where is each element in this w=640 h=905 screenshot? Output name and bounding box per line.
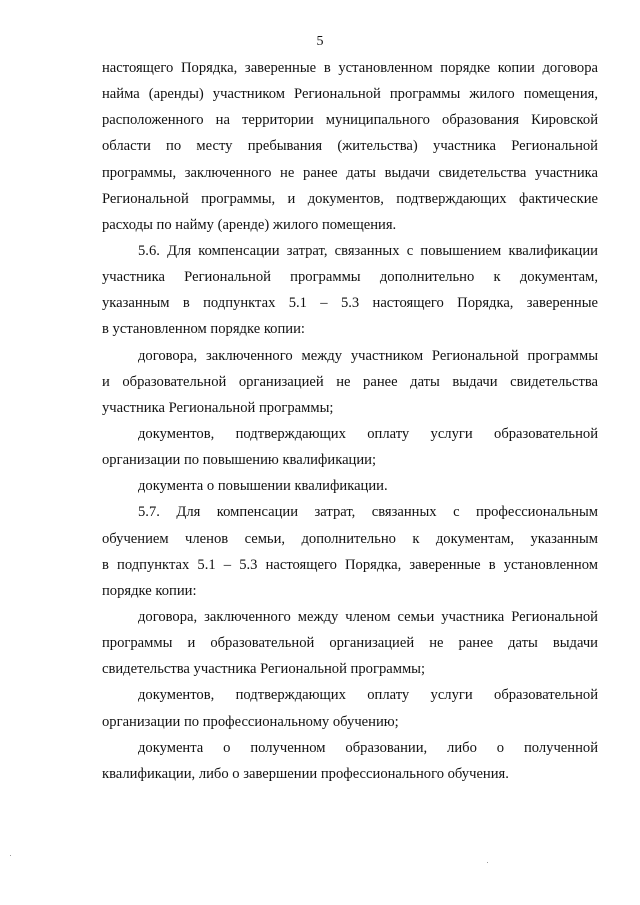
paragraph-item-5-7 xyxy=(102,499,598,604)
text-line: 5.7. Для компенсации затрат, связанных с профессиональным xyxy=(138,504,598,521)
paragraph-item-5-6-a xyxy=(102,343,598,421)
text-line: документа о полученном образовании, либо о полученной xyxy=(138,739,598,756)
paragraph-item-5-6-b xyxy=(102,421,598,473)
text-line: области по месту пребывания (жительства) участника Региональной xyxy=(102,138,598,155)
text-line: порядке копии: xyxy=(102,582,197,599)
text-line: и образовательной организацией не ранее даты выдачи свидетельства xyxy=(102,373,598,390)
text-line: договора, заключенного между членом семьи участника Региональной xyxy=(138,608,598,625)
text-line: расположенного на территории муниципального образования Кировской xyxy=(102,112,598,129)
text-line: обучением членов семьи, дополнительно к документам, указанным xyxy=(102,530,598,547)
text-line: программы, заключенного не ранее даты выдачи свидетельства участника xyxy=(102,164,598,181)
paragraph-item-5-7-c xyxy=(102,735,598,787)
document-body xyxy=(102,55,598,787)
paragraph-item-5-7-a xyxy=(102,604,598,682)
text-line: организации по повышению квалификации; xyxy=(102,452,377,469)
text-line: свидетельства участника Региональной программы; xyxy=(102,661,426,678)
text-line: найма (аренды) участником Региональной программы жилого помещения, xyxy=(102,86,598,103)
text-line: участника Региональной программы дополнительно к документам, xyxy=(102,269,598,286)
text-line: документов, подтверждающих оплату услуги образовательной xyxy=(138,425,598,442)
paragraph-item-5-7-b xyxy=(102,682,598,734)
text-line: 5.6. Для компенсации затрат, связанных с повышением квалификации xyxy=(138,242,598,259)
text-line: в установленном порядке копии: xyxy=(102,321,305,338)
paragraph-item-5-6-c xyxy=(102,473,598,499)
text-line: в подпунктах 5.1 – 5.3 настоящего Порядка, заверенные в установленном xyxy=(102,556,598,573)
text-line: программы и образовательной организацией не ранее даты выдачи xyxy=(102,635,598,652)
scan-speck xyxy=(487,862,488,863)
text-line: участника Региональной программы; xyxy=(102,399,334,416)
text-line: настоящего Порядка, заверенные в установленном порядке копии договора xyxy=(102,60,598,76)
page-number: 5 xyxy=(316,34,324,49)
text-line: договора, заключенного между участником Региональной программы xyxy=(138,347,598,364)
text-line: организации по профессиональному обучению; xyxy=(102,713,399,730)
text-line: квалификации, либо о завершении профессионального обучения. xyxy=(102,765,509,782)
text-line: Региональной программы, и документов, подтверждающих фактические xyxy=(102,190,598,207)
paragraph-item-5-6 xyxy=(102,238,598,343)
paragraph-continuation xyxy=(102,55,598,238)
text-line: документов, подтверждающих оплату услуги образовательной xyxy=(138,687,598,704)
text-line: документа о повышении квалификации. xyxy=(138,478,388,495)
scan-speck xyxy=(10,855,11,856)
text-line: расходы по найму (аренде) жилого помещения. xyxy=(102,216,397,233)
text-line: указанным в подпунктах 5.1 – 5.3 настоящего Порядка, заверенные xyxy=(102,295,598,312)
